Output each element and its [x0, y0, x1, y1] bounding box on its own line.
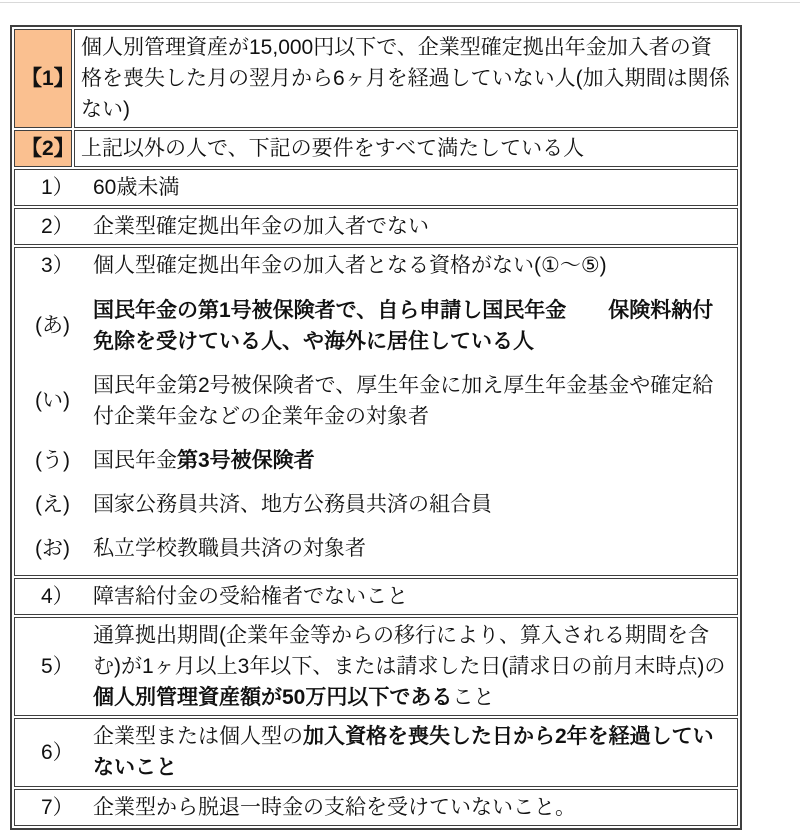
subitem-label: (え)	[35, 492, 70, 516]
row-number: 4）	[41, 585, 74, 609]
subitem-label: (あ)	[35, 314, 70, 338]
numbered-line	[21, 250, 731, 281]
row-text-segment: 個人別管理資産額が50万円以下である	[93, 686, 453, 710]
subitems	[21, 295, 731, 565]
row-cell	[14, 578, 738, 615]
subitem-row	[21, 295, 731, 357]
row-text-cell	[74, 29, 738, 128]
row-text-segment: 企業型から脱退一時金の支給を受けていないこと。	[93, 795, 576, 819]
row-text-segment: 個人型確定拠出年金の加入者となる資格がない(①〜⑤)	[93, 254, 607, 278]
subitem-row	[21, 533, 731, 564]
numbered-line	[21, 792, 731, 823]
table-row	[14, 617, 738, 716]
row-text-segment: 第3号被保険者	[177, 448, 315, 472]
table-row	[14, 247, 738, 576]
row-text	[93, 295, 731, 357]
row-text	[93, 250, 731, 281]
row-text	[93, 370, 731, 432]
row-number: 1）	[41, 176, 74, 200]
row-text-segment: 60歳未満	[93, 176, 180, 200]
subitem-row	[21, 370, 731, 432]
row-text	[93, 445, 731, 476]
row-text-segment: 個人別管理資産が15,000円以下で、企業型確定拠出年金加入者の資格を喪失した月の翌月から6ヶ月を経過していない人(加入期間は関係ない)	[81, 36, 730, 122]
row-text	[81, 36, 730, 121]
numbered-line	[21, 211, 731, 242]
row-text-segment: 加入資格を喪失した日から2年を経過していないこと	[93, 725, 714, 780]
row-text-segment: 国民年金の第1号被保険者で、自ら申請し国民年金 保険料納付免除を受けている人、や海外に居住している人	[93, 298, 714, 353]
row-text	[93, 620, 731, 713]
table-row	[14, 718, 738, 786]
table-row	[14, 29, 738, 128]
numbered-line	[21, 721, 731, 783]
row-bracket-label: 【2】	[21, 137, 75, 161]
subitem-label: (う)	[35, 448, 70, 472]
numbered-line	[21, 172, 731, 203]
subitem-label: (い)	[35, 389, 70, 413]
table-row	[14, 208, 738, 245]
row-text-segment: 企業型確定拠出年金の加入者でない	[93, 215, 429, 239]
numbered-line	[21, 620, 731, 713]
row-text	[93, 489, 731, 520]
row-text	[93, 172, 731, 203]
table-row	[14, 789, 738, 826]
row-number: 3）	[41, 254, 74, 278]
eligibility-table	[10, 25, 742, 830]
row-text	[81, 137, 584, 160]
row-text-segment: 企業型または個人型の	[93, 725, 303, 749]
row-text-cell	[74, 130, 738, 167]
row-bracket-label-cell	[14, 29, 75, 128]
row-text-segment: 上記以外の人で、下記の要件をすべて満たしている人	[81, 137, 585, 161]
row-text	[93, 581, 731, 612]
row-text-segment: 障害給付金の受給権者でないこと	[93, 585, 408, 609]
row-bracket-label-cell	[14, 130, 75, 167]
subitem-label: (お)	[35, 537, 70, 561]
row-cell	[14, 718, 738, 786]
row-text	[93, 533, 731, 564]
subitem-row	[21, 445, 731, 476]
row-text-segment: こと	[452, 686, 495, 710]
top-divider	[0, 2, 800, 3]
row-text	[93, 211, 731, 242]
eligibility-table-body	[14, 29, 738, 826]
row-cell	[14, 169, 738, 206]
row-number: 2）	[41, 215, 74, 239]
row-cell	[14, 617, 738, 716]
row-text	[93, 721, 731, 783]
row-bracket-label: 【1】	[21, 67, 75, 91]
row-number: 5）	[41, 655, 74, 679]
numbered-line	[21, 581, 731, 612]
row-number: 6）	[41, 740, 74, 764]
row-text-segment: 国家公務員共済、地方公務員共済の組合員	[93, 492, 492, 516]
row-number: 7）	[41, 795, 74, 819]
row-text-segment: 国民年金	[93, 448, 177, 472]
row-text-segment: 私立学校教職員共済の対象者	[93, 537, 366, 561]
row-text-segment: 通算拠出期間(企業年金等からの移行により、算入される期間を含む)が1ヶ月以上3年以下、または請求した日(請求日の前月末時点)の	[93, 624, 726, 679]
table-row	[14, 578, 738, 615]
row-cell	[14, 789, 738, 826]
row-text-segment: 国民年金第2号被保険者で、厚生年金に加え厚生年金基金や確定給付企業年金などの企業年金の対象者	[93, 373, 714, 428]
row-text	[93, 792, 731, 823]
table-row	[14, 130, 738, 167]
subitem-row	[21, 489, 731, 520]
table-row	[14, 169, 738, 206]
row-cell	[14, 208, 738, 245]
row-cell	[14, 247, 738, 576]
